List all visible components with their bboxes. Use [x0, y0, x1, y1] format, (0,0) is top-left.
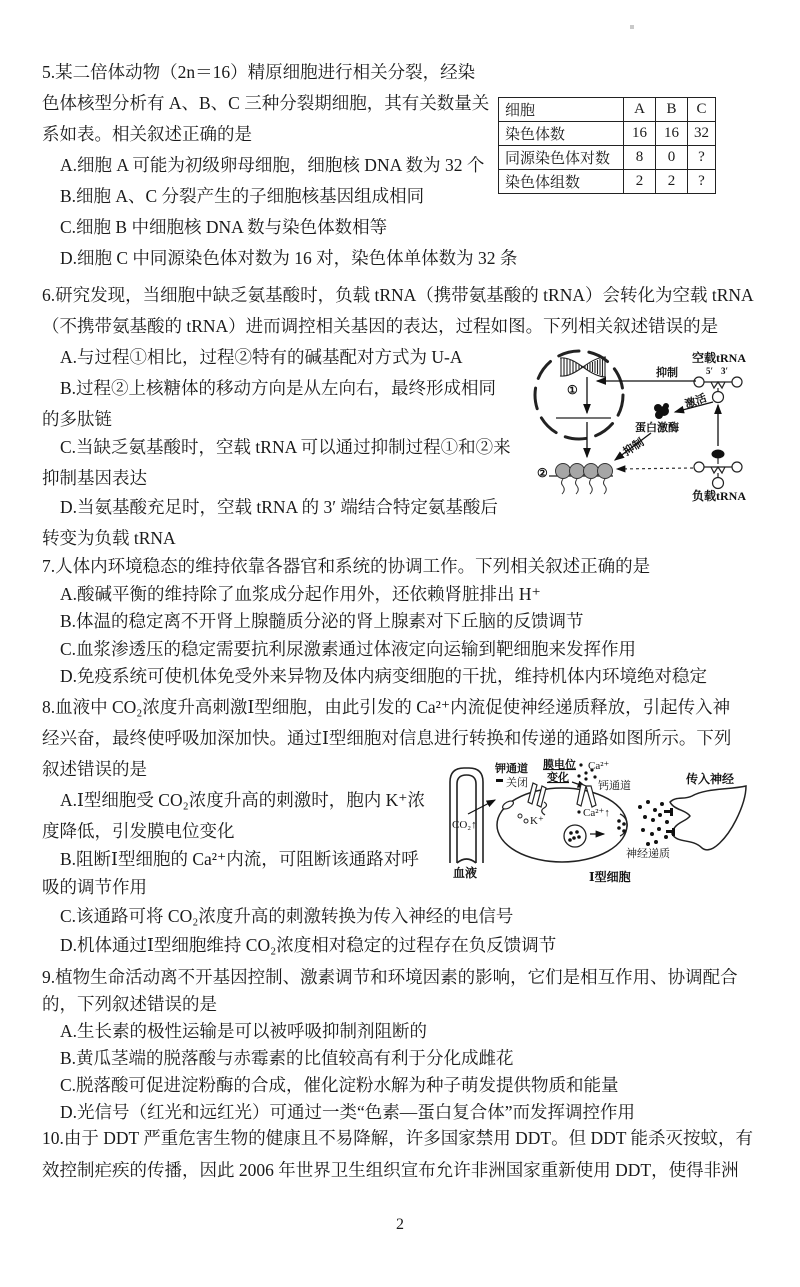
table-cell: 染色体数 — [499, 122, 624, 146]
activate-label: 激活 — [683, 392, 709, 412]
neurotransmitter-dots — [638, 800, 669, 846]
q8-line: 8.血液中 CO₂浓度升高刺激Ⅰ型细胞，由此引发的 Ca²⁺内流促使神经递质释放，引起传入神 — [42, 697, 731, 717]
inhibit-bottom-label: 抑制 — [621, 436, 647, 459]
trna-to-ribosome-arrow — [617, 468, 693, 469]
q10-line: 效控制疟疾的传播，因此 2006 年世界卫生组织宣布允许非洲国家重新使用 DDT，使得非洲 — [42, 1160, 739, 1180]
trna-regulation-diagram — [525, 345, 790, 507]
q5-option-b: B.细胞 A、C 分裂产生的子细胞核基因组成相同 — [60, 186, 425, 206]
q9-option-b: B.黄瓜茎端的脱落酸与赤霉素的比值较高有利于分化成雌花 — [60, 1048, 514, 1068]
q5-line: 系如表。相关叙述正确的是 — [42, 124, 252, 144]
q6-option-d: D.当氨基酸充足时，空载 tRNA 的 3′ 端结合特定氨基酸后 — [60, 497, 498, 517]
q5-line: 色体核型分析有 A、B、C 三种分裂期细胞，其有关数量关 — [42, 93, 490, 113]
q6-option-b-cont: 的多肽链 — [42, 409, 112, 429]
k-channel-label: 钾通道 — [495, 763, 528, 775]
q8-line: 叙述错误的是 — [42, 759, 147, 779]
three-prime-label: 3′ — [721, 366, 729, 376]
q7-option-b: B.体温的稳定离不开肾上腺髓质分泌的肾上腺素对下丘脑的反馈调节 — [60, 611, 584, 631]
ribosome-icon — [549, 464, 613, 495]
q6-option-d-cont: 转变为负载 tRNA — [42, 528, 176, 548]
q6-option-b: B.过程②上核糖体的移动方向是从左向右，最终形成相同 — [60, 378, 497, 398]
ca-in-label: Ca²⁺↑ — [583, 807, 610, 819]
ca-channel-label: 钙通道 — [598, 780, 631, 792]
q5-cell-data-table — [498, 97, 716, 194]
vesicle-icon — [564, 825, 586, 847]
q8-option-b-cont: 吸的调节作用 — [42, 877, 147, 897]
ca-dot — [577, 810, 580, 813]
k-ion-label: K⁺ — [530, 815, 544, 827]
table-cell: 2 — [656, 170, 688, 194]
scan-speck — [630, 25, 634, 29]
table-cell: 16 — [656, 122, 688, 146]
step1-label: ① — [567, 383, 578, 397]
q7-option-c: C.血浆渗透压的稳定需要抗利尿激素通过体液定向运输到靶细胞来发挥作用 — [60, 639, 637, 659]
q5-option-a: A.细胞 A 可能为初级卵母细胞，细胞核 DNA 数为 32 个 — [60, 155, 485, 175]
q7-line: 7.人体内环境稳态的维持依靠各器官和系统的协调工作。下列相关叙述正确的是 — [42, 556, 651, 576]
blood-vessel — [450, 768, 483, 863]
q7-option-a: A.酸碱平衡的维持除了血浆成分起作用外，还依赖肾脏排出 H⁺ — [60, 584, 541, 604]
co2-label: CO₂↑ — [452, 819, 477, 831]
potassium-channel-icon — [528, 783, 546, 807]
k-dot — [524, 819, 528, 823]
page-number: 2 — [396, 1216, 404, 1233]
table-cell: 32 — [688, 122, 716, 146]
q8-option-d: D.机体通过Ⅰ型细胞维持 CO₂浓度相对稳定的过程存在负反馈调节 — [60, 935, 557, 955]
q5-line: 5.某二倍体动物（2n＝16）精原细胞进行相关分裂，经染 — [42, 62, 476, 82]
change-label: 变化 — [547, 772, 569, 784]
table-cell: 8 — [624, 146, 656, 170]
calcium-channel-icon — [577, 784, 596, 807]
q9-line: 的，下列叙述错误的是 — [42, 994, 217, 1014]
q9-option-d: D.光信号（红光和远红光）可通过一类“色素—蛋白复合体”而发挥调控作用 — [60, 1102, 636, 1122]
ca-ion-label: Ca²⁺ — [588, 760, 610, 772]
table-cell: ? — [688, 170, 716, 194]
empty-trna-label: 空载tRNA — [692, 351, 746, 365]
closed-label: 关闭 — [506, 777, 528, 789]
q6-line: 6.研究发现，当细胞中缺乏氨基酸时，负载 tRNA（携带氨基酸的 tRNA）会转化为空载 tRNA — [42, 285, 754, 305]
table-header: B — [656, 98, 688, 122]
q5-option-d: D.细胞 C 中同源染色体对数为 16 对，染色体单体数为 32 条 — [60, 248, 518, 268]
q9-option-a: A.生长素的极性运输是可以被呼吸抑制剂阻断的 — [60, 1021, 428, 1041]
membrane-potential-label: 膜电位 — [543, 759, 576, 771]
afferent-nerve — [670, 786, 746, 850]
protein-squiggle — [542, 802, 547, 815]
closed-dash-icon — [496, 779, 503, 782]
q9-line: 9.植物生命活动离不开基因控制、激素调节和环境因素的影响，它们是相互作用、协调配合 — [42, 967, 738, 987]
q6-line: （不携带氨基酸的 tRNA）进而调控相关基因的表达，过程如图。下列相关叙述错误的是 — [42, 316, 719, 336]
dna-icon — [560, 357, 606, 377]
loaded-trna-icon — [694, 450, 742, 489]
inhibit-top-label: 抑制 — [656, 367, 678, 379]
afferent-nerve-label: 传入神经 — [686, 772, 735, 786]
q10-line: 10.由于 DDT 严重危害生物的健康且不易降解，许多国家禁用 DDT。但 DDT 能杀灭按蚊，有 — [42, 1128, 754, 1148]
loaded-trna-label: 负载tRNA — [692, 489, 746, 503]
table-cell: 16 — [624, 122, 656, 146]
table-header: 细胞 — [499, 98, 624, 122]
table-cell: 同源染色体对数 — [499, 146, 624, 170]
q8-option-c: C.该通路可将 CO₂浓度升高的刺激转换为传入神经的电信号 — [60, 906, 514, 926]
k-dot — [518, 814, 522, 818]
step2-label: ② — [537, 466, 548, 480]
q6-option-c-cont: 抑制基因表达 — [42, 468, 147, 488]
table-header: C — [688, 98, 716, 122]
table-header: A — [624, 98, 656, 122]
q8-option-a-cont: 度降低，引发膜电位变化 — [42, 821, 235, 841]
q6-option-a: A.与过程①相比，过程②特有的碱基配对方式为 U-A — [60, 347, 463, 367]
q8-option-a: A.Ⅰ型细胞受 CO₂浓度升高的刺激时，胞内 K⁺浓 — [60, 790, 425, 810]
blood-label: 血液 — [453, 866, 478, 880]
table-cell: 2 — [624, 170, 656, 194]
type1-cell-pathway-diagram — [440, 752, 792, 900]
q8-option-b: B.阻断Ⅰ型细胞的 Ca²⁺内流，可阻断该通路对呼 — [60, 849, 419, 869]
q8-line: 经兴奋，最终使呼吸加深加快。通过Ⅰ型细胞对信息进行转换和传递的通路如图所示。下列 — [42, 728, 732, 748]
protein-kinase-label: 蛋白激酶 — [635, 422, 679, 434]
table-cell: 染色体组数 — [499, 170, 624, 194]
table-cell: 0 — [656, 146, 688, 170]
q9-option-c: C.脱落酸可促进淀粉酶的合成，催化淀粉水解为种子萌发提供物质和能量 — [60, 1075, 619, 1095]
type1-cell-label: Ⅰ型细胞 — [589, 870, 631, 884]
neurotransmitter-label: 神经递质 — [626, 848, 670, 860]
five-prime-label: 5′ — [706, 366, 714, 376]
stimulus-arrow — [468, 800, 495, 814]
q7-option-d: D.免疫系统可使机体免受外来异物及体内病变细胞的干扰，维持机体内环境绝对稳定 — [60, 666, 708, 686]
table-cell: ? — [688, 146, 716, 170]
receptor-icon — [501, 799, 514, 810]
q5-option-c: C.细胞 B 中细胞核 DNA 数与染色体数相等 — [60, 217, 388, 237]
protein-kinase-icon — [654, 403, 669, 419]
cell-membrane — [497, 788, 627, 862]
q6-option-c: C.当缺乏氨基酸时，空载 tRNA 可以通过抑制过程①和②来 — [60, 437, 511, 457]
